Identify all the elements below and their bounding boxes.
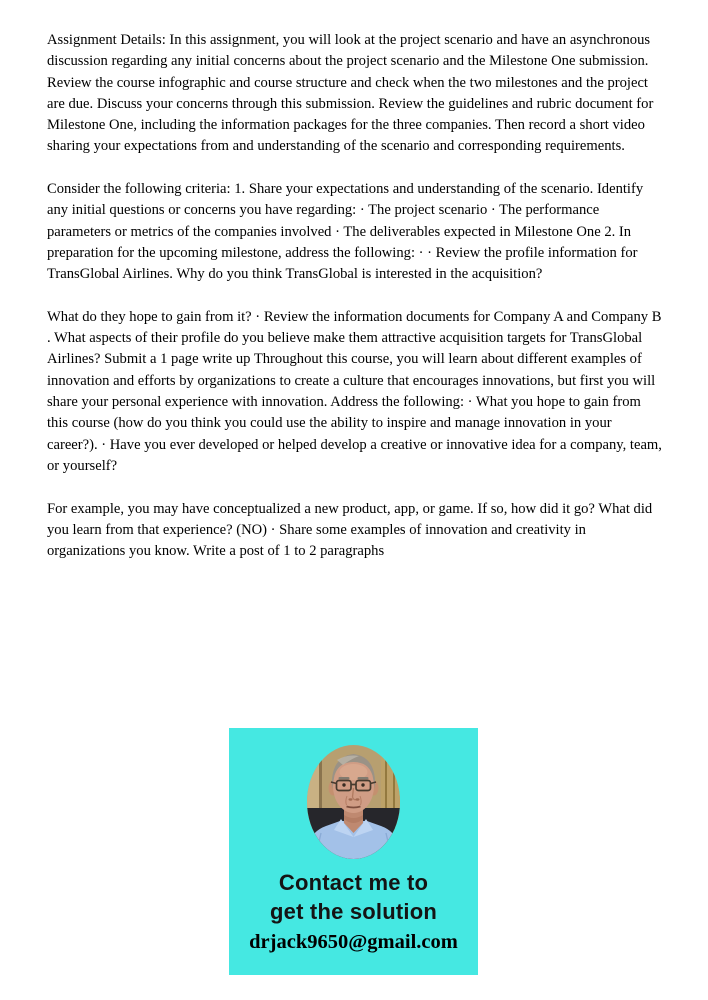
- contact-heading-line2: get the solution: [270, 899, 437, 924]
- assignment-paragraph-4: For example, you may have conceptualized a new product, app, or game. If so, how did it go? What did you learn from that experience? (NO) · Share some examples of innovation and creativity in organizations you know. Write a post of 1 to 2 paragraphs: [47, 500, 653, 560]
- assignment-text-block: [47, 30, 663, 584]
- assignment-paragraph-2: Consider the following criteria: 1. Share your expectations and understanding of the scenario. Identify any initial questions or concerns you have regarding: · The project scenario · The performance parameters or metrics of the companies involved · The deliverables expected in Milestone One 2. In preparation for the upcoming milestone, address the following: · · Review the profile information for TransGlobal Airlines. Why do you think TransGlobal is interested in the acquisition?: [47, 181, 644, 283]
- assignment-paragraph-3: What do they hope to gain from it? · Review the information documents for Company A and Company B . What aspects of their profile do you believe make them attractive acquisition targets for TransGlobal Airlines? Submit a 1 page write up Throughout this course, you will learn about different examples of innovation and efforts by organizations to create a culture that encourages innovations, but first you will share your personal experience with innovation. Address the following: · What you hope to gain from this course (how do you think you could use the ability to inspire and manage innovation in your career?). · Have you ever developed or helped develop a creative or innovative idea for a company, team, or yourself?: [47, 308, 662, 474]
- contact-card: [229, 728, 478, 975]
- contact-heading-line1: Contact me to: [278, 870, 429, 895]
- assignment-paragraph-1: Assignment Details: In this assignment, you will look at the project scenario and have an asynchronous discussion regarding any initial concerns about the project scenario and the Milestone One submission. Review the course infographic and course structure and check when the two milestones and the project are due. Discuss your concerns through this submission. Review the guidelines and rubric document for Milestone One, including the information packages for the three companies. Then record a short video sharing your expectations from and understanding of the scenario and corresponding requirements.: [47, 32, 654, 155]
- contact-heading: [229, 868, 478, 926]
- contact-email: drjack9650@gmail.com: [249, 931, 458, 953]
- tutor-portrait-photo: [307, 745, 400, 859]
